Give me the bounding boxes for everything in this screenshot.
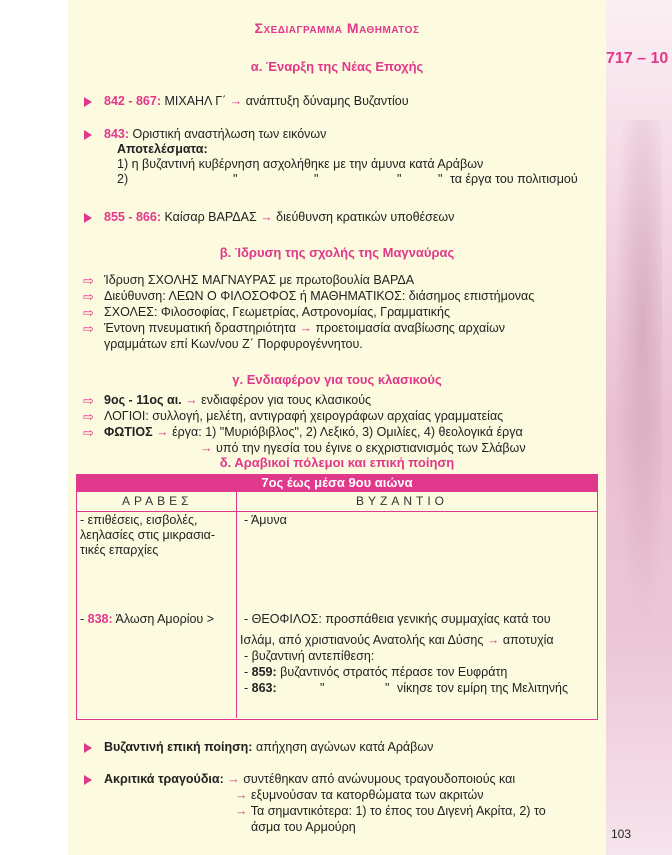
item-text: εξυμνούσαν τα κατορθώματα των ακριτών	[250, 788, 484, 802]
side-number: 717 – 10	[606, 50, 669, 67]
column-divider	[236, 492, 237, 718]
hollow-arrow-icon: ⇨	[83, 393, 94, 408]
column-header-byzantium: ΒΥΖΑΝΤΙΟ	[356, 494, 449, 508]
date-label: 842 - 867:	[104, 94, 161, 108]
item-text: συντέθηκαν από ανώνυμους τραγουδοποιούς και	[243, 772, 516, 786]
list-item	[104, 425, 523, 440]
item-bold: 9ος - 11ος αι.	[104, 393, 182, 407]
bullet-icon	[84, 213, 92, 223]
ditto-mark: "	[320, 681, 325, 695]
item-text: προετοιμασία αναβίωσης αρχαίων	[315, 321, 505, 335]
bullet-icon	[84, 97, 92, 107]
list-item-continuation	[200, 441, 526, 456]
table-cell-text: - επιθέσεις, εισβολές,	[80, 513, 198, 527]
table-cell-text: λεηλασίες στις μικρασια-	[80, 528, 215, 542]
item-text: ανάπτυξη δύναμης Βυζαντίου	[245, 94, 409, 108]
arrow-icon: →	[200, 441, 213, 455]
list-item-continuation: άσμα του Αρμούρη	[251, 820, 356, 834]
result-2-number: 2)	[117, 172, 129, 186]
section-b-heading: β. Ίδρυση της σχολής της Μαγναύρας	[219, 245, 455, 260]
item-text: Οριστική αναστήλωση των εικόνων	[132, 127, 327, 141]
list-item	[104, 127, 326, 142]
item-text: έργα: 1) "Μυριόβιβλος", 2) Λεξικό, 3) Ομιλίες, 4) θεολογικά έργα	[172, 425, 523, 439]
ditto-mark: "	[397, 172, 402, 186]
table-cell-text: - ΘΕΟΦΙΛΟΣ: προσπάθεια γενικής συμμαχίας κατά του	[244, 612, 551, 626]
arrow-icon: →	[229, 94, 243, 108]
table-cell-text: - βυζαντινή αντεπίθεση:	[244, 649, 375, 663]
item-text: διεύθυνση κρατικών υποθέσεων	[276, 210, 455, 224]
arrow-icon: →	[299, 321, 312, 335]
item-text: βυζαντινός στρατός πέρασε τον Ευφράτη	[280, 665, 508, 679]
hollow-arrow-icon: ⇨	[83, 321, 94, 336]
item-text: Καίσαρ ΒΑΡΔΑΣ	[164, 210, 257, 224]
table-title: 7ος έως μέσα 9ου αιώνα	[76, 474, 598, 492]
ditto-mark: "	[233, 172, 238, 186]
list-item-continuation: γραμμάτων επί Κων/νου Ζ΄ Πορφυρογέννητου.	[104, 337, 363, 351]
hollow-arrow-icon: ⇨	[83, 409, 94, 424]
table-cell-text: τικές επαρχίες	[80, 543, 159, 557]
item-text: αποτυχία	[502, 633, 554, 647]
item-bold: Ακριτικά τραγούδια:	[104, 772, 224, 786]
arrow-icon: →	[156, 425, 169, 439]
table-cell-text	[244, 681, 277, 696]
bullet-icon	[84, 743, 92, 753]
date-label: 859:	[251, 665, 277, 679]
ditto-mark: "	[314, 172, 319, 186]
list-item-continuation	[235, 804, 546, 819]
section-c-heading: γ. Ενδιαφέρον για τους κλασικούς	[232, 372, 442, 387]
list-item: ΛΟΓΙΟΙ: συλλογή, μελέτη, αντιγραφή χειρογράφων αρχαίας γραμματείας	[104, 409, 504, 423]
table-cell-text: - Άμυνα	[244, 513, 287, 527]
hollow-arrow-icon: ⇨	[83, 273, 94, 288]
list-item	[104, 94, 409, 109]
arrow-icon: →	[486, 633, 500, 647]
item-text: Ισλάμ, από χριστιανούς Ανατολής και Δύσης	[240, 633, 484, 647]
hollow-arrow-icon: ⇨	[83, 289, 94, 304]
hollow-arrow-icon: ⇨	[83, 305, 94, 320]
arrow-icon: →	[260, 210, 273, 224]
table-cell-text: νίκησε τον εμίρη της Μελιτηνής	[397, 681, 569, 695]
item-text: υπό την ηγεσία του έγινε ο εκχριστιανισμός των Σλάβων	[215, 441, 526, 455]
bullet-icon	[84, 130, 92, 140]
item-text: ενδιαφέρον για τους κλασικούς	[201, 393, 372, 407]
list-item: Ίδρυση ΣΧΟΛΗΣ ΜΑΓΝΑΥΡΑΣ με πρωτοβουλία ΒΑΡΔΑ	[104, 273, 415, 287]
list-item	[104, 393, 371, 408]
column-header-arabs: ΑΡΑΒΕΣ	[122, 494, 193, 508]
list-item	[104, 210, 454, 225]
list-item	[104, 321, 505, 336]
arrow-icon: →	[235, 804, 248, 818]
list-item-continuation	[235, 788, 483, 803]
table-cell-text	[240, 633, 554, 648]
section-d-heading: δ. Αραβικοί πόλεμοι και επική ποίηση	[219, 455, 455, 470]
item-bold: Βυζαντινή επική ποίηση:	[104, 740, 253, 754]
ditto-mark: "	[385, 681, 390, 695]
dash: -	[80, 612, 85, 626]
page-number: 103	[611, 827, 632, 841]
item-text: ΜΙΧΑΗΛ Γ΄	[164, 94, 227, 108]
list-item	[104, 740, 433, 755]
arrow-icon: →	[235, 788, 248, 802]
table-cell-text	[80, 612, 214, 627]
results-label: Αποτελέσματα:	[117, 142, 208, 156]
list-item: Διεύθυνση: ΛΕΩΝ Ο ΦΙΛΟΣΟΦΟΣ ή ΜΑΘΗΜΑΤΙΚΟΣ: διάσημος επιστήμονας	[104, 289, 535, 303]
list-item: ΣΧΟΛΕΣ: Φιλοσοφίας, Γεωμετρίας, Αστρονομίας, Γραμματικής	[104, 305, 450, 319]
decorative-edge-image	[606, 0, 672, 855]
date-label: 843:	[104, 127, 130, 141]
arrow-icon: →	[227, 772, 240, 786]
table-cell-text	[244, 665, 507, 680]
item-text: Τα σημαντικότερα: 1) το έπος του Διγενή Ακρίτα, 2) το	[250, 804, 546, 818]
date-label: 863:	[251, 681, 277, 695]
table-column-header-row	[76, 492, 598, 512]
list-item	[104, 772, 515, 787]
result-1: 1) η βυζαντινή κυβέρνηση ασχολήθηκε με την άμυνα κατά Αράβων	[117, 157, 484, 171]
bullet-icon	[84, 775, 92, 785]
dash: -	[244, 665, 249, 679]
section-a-heading: α. Έναρξη της Νέας Εποχής	[250, 59, 424, 74]
page-title: Σχεδιαγραμμα Μαθηματος	[254, 20, 420, 36]
result-2-text: τα έργα του πολιτισμού	[450, 172, 578, 186]
item-text: Άλωση Αμορίου >	[115, 612, 215, 626]
item-text: απήχηση αγώνων κατά Αράβων	[255, 740, 434, 754]
date-label: 855 - 866:	[104, 210, 161, 224]
ditto-mark: "	[438, 172, 443, 186]
dash: -	[244, 681, 249, 695]
item-bold: ΦΩΤΙΟΣ	[104, 425, 153, 439]
hollow-arrow-icon: ⇨	[83, 425, 94, 440]
date-label: 838:	[87, 612, 113, 626]
arrow-icon: →	[185, 393, 198, 407]
item-text: Έντονη πνευματική δραστηριότητα	[104, 321, 296, 335]
